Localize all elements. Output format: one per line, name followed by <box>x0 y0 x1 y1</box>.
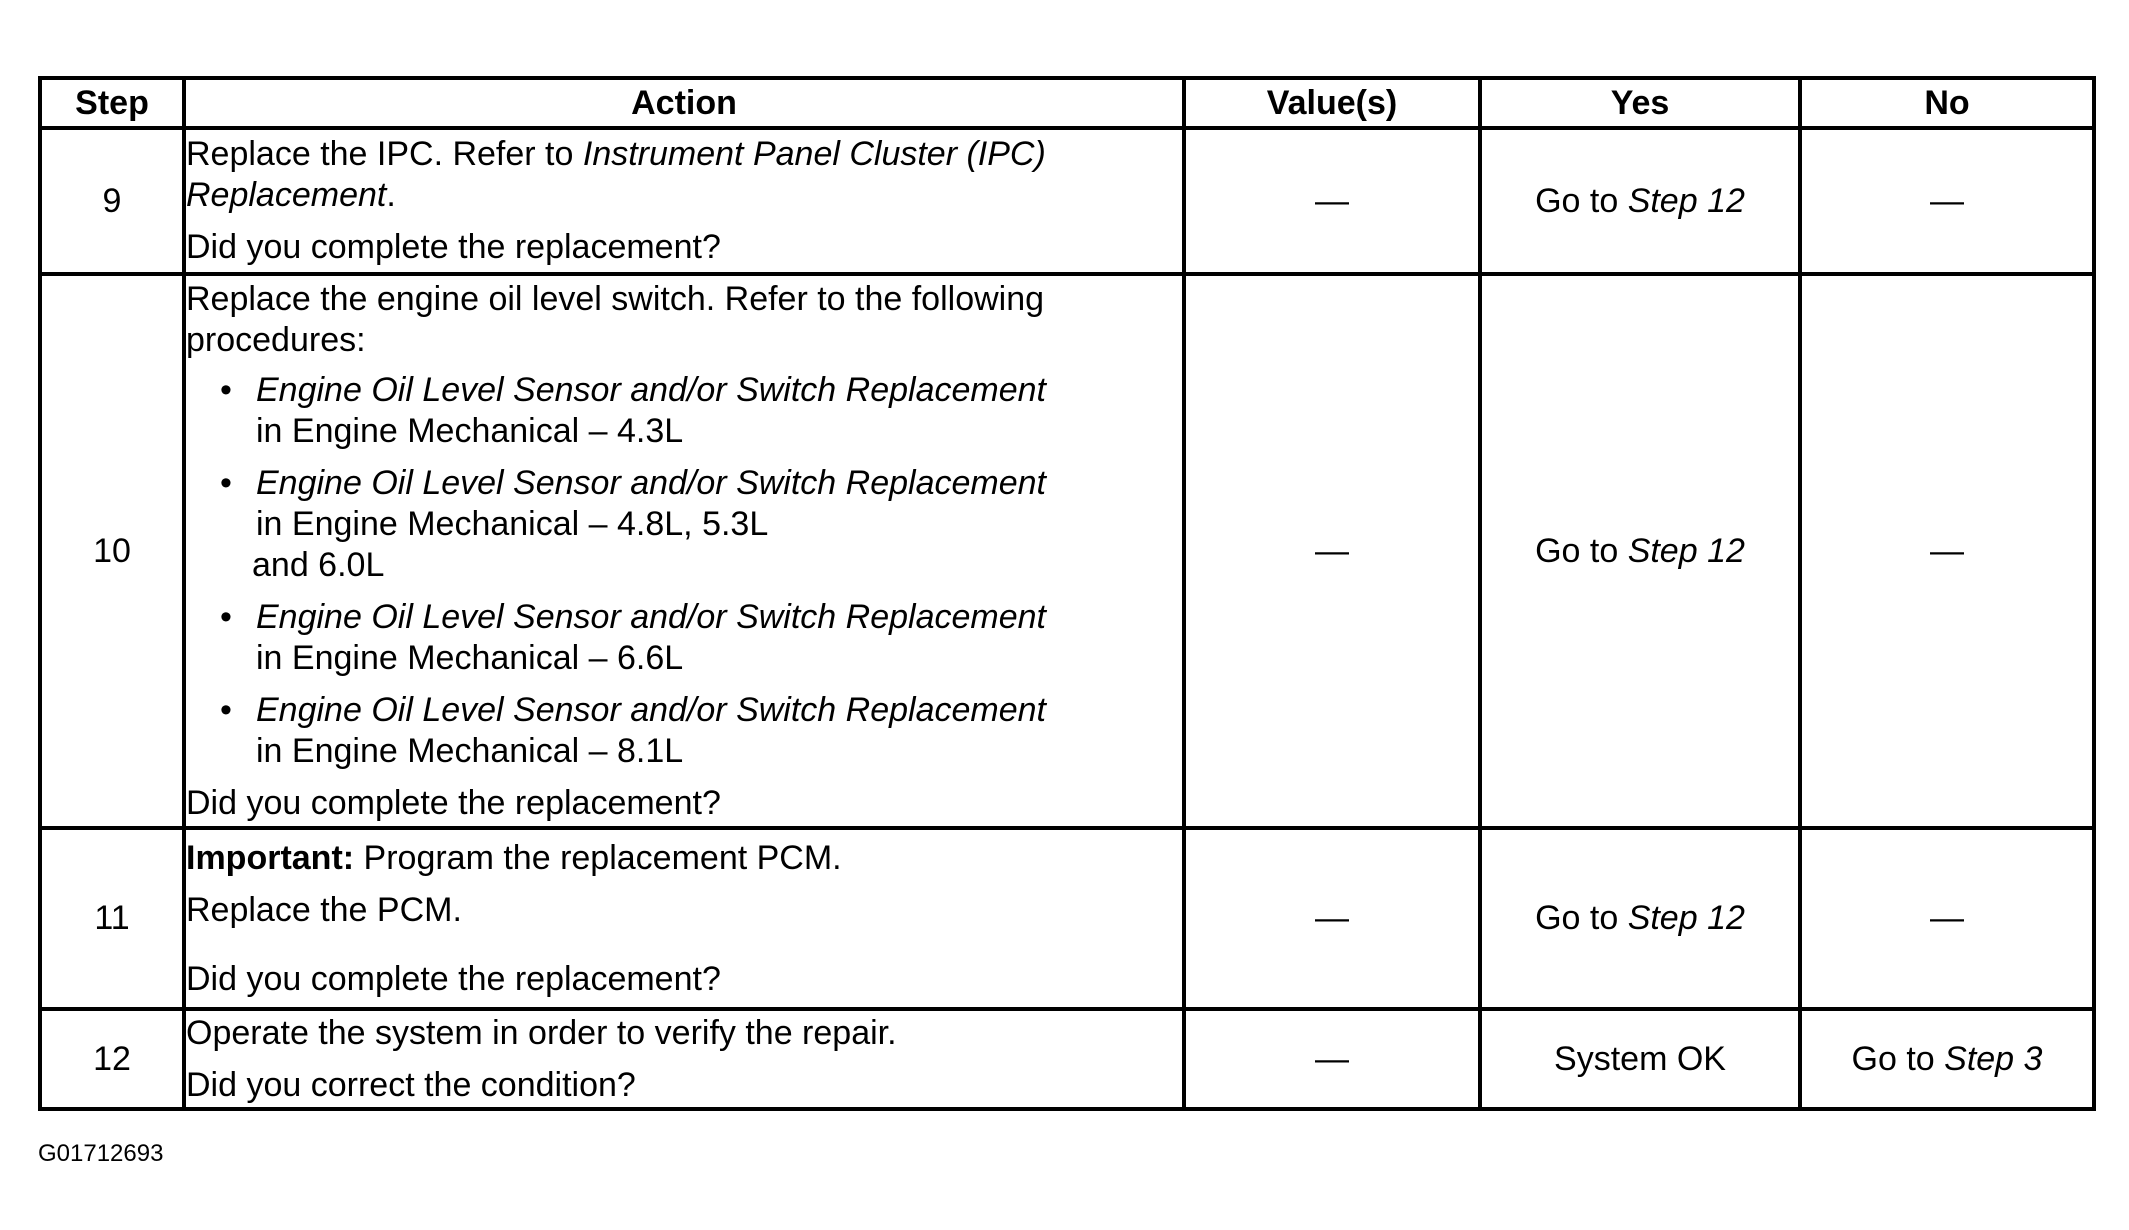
header-action: Action <box>184 78 1184 128</box>
list-item <box>186 690 1182 772</box>
figure-id: G01712693 <box>38 1140 164 1167</box>
action-text: Replace the PCM. <box>186 890 462 929</box>
procedure-link[interactable]: Instrument Panel Cluster (IPC) Replacement <box>186 135 1046 214</box>
procedure-context: in Engine Mechanical – 8.1L <box>256 731 684 770</box>
value-cell: — <box>1184 274 1480 828</box>
procedure-link[interactable]: Engine Oil Level Sensor and/or Switch Replacement <box>256 463 1046 502</box>
procedure-context-tail: and 6.0L <box>252 545 385 584</box>
list-item <box>186 370 1182 452</box>
procedure-context: in Engine Mechanical – 4.8L, 5.3L <box>256 504 769 543</box>
bullet-icon: • <box>220 463 232 502</box>
important-label: Important: <box>186 838 355 877</box>
value-cell: — <box>1184 128 1480 274</box>
no-cell: — <box>1800 828 2094 1009</box>
table-row-step-10 <box>40 274 2094 828</box>
header-row <box>40 78 2094 128</box>
action-intro: Replace the engine oil level switch. Refer to the following procedures: <box>186 279 1045 359</box>
action-question: Did you correct the condition? <box>186 1065 636 1104</box>
header-yes: Yes <box>1480 78 1800 128</box>
action-cell <box>184 1009 1184 1109</box>
action-cell <box>184 828 1184 1009</box>
important-text: Program the replacement PCM. <box>354 838 842 877</box>
list-item <box>186 463 1182 586</box>
no-cell: — <box>1800 128 2094 274</box>
important-note <box>186 838 1182 879</box>
yes-prefix: Go to <box>1535 899 1628 937</box>
no-cell <box>1800 1009 2094 1109</box>
step-number: 11 <box>40 828 184 1009</box>
yes-step-link[interactable]: Step 12 <box>1627 531 1745 570</box>
table-row-step-12 <box>40 1009 2094 1109</box>
header-step: Step <box>40 78 184 128</box>
header-values: Value(s) <box>1184 78 1480 128</box>
yes-cell <box>1480 274 1800 828</box>
value-cell: — <box>1184 828 1480 1009</box>
yes-prefix: Go to <box>1535 531 1628 570</box>
yes-cell <box>1480 828 1800 1009</box>
procedure-link[interactable]: Engine Oil Level Sensor and/or Switch Replacement <box>256 370 1046 409</box>
yes-step-link[interactable]: Step 12 <box>1627 899 1745 937</box>
action-text <box>186 134 1182 216</box>
yes-cell: System OK <box>1480 1009 1800 1109</box>
step-number: 10 <box>40 274 184 828</box>
value-cell: — <box>1184 1009 1480 1109</box>
step-number: 12 <box>40 1009 184 1109</box>
procedure-link[interactable]: Engine Oil Level Sensor and/or Switch Replacement <box>256 597 1046 636</box>
action-question: Did you complete the replacement? <box>186 959 721 998</box>
yes-prefix: Go to <box>1535 181 1628 220</box>
no-step-link[interactable]: Step 3 <box>1944 1039 2043 1078</box>
yes-cell <box>1480 128 1800 274</box>
table-row-step-9 <box>40 128 2094 274</box>
bullet-icon: • <box>220 690 232 729</box>
table-row-step-11 <box>40 828 2094 1009</box>
action-question: Did you complete the replacement? <box>186 783 721 822</box>
no-cell: — <box>1800 274 2094 828</box>
procedure-list <box>186 370 1182 772</box>
procedure-link[interactable]: Engine Oil Level Sensor and/or Switch Replacement <box>256 690 1046 729</box>
list-item <box>186 597 1182 679</box>
action-cell <box>184 128 1184 274</box>
header-no: No <box>1800 78 2094 128</box>
bullet-icon: • <box>220 597 232 636</box>
action-question: Did you complete the replacement? <box>186 228 721 266</box>
procedure-context: in Engine Mechanical – 6.6L <box>256 638 684 677</box>
action-text: Operate the system in order to verify the repair. <box>186 1013 897 1052</box>
no-prefix: Go to <box>1851 1039 1945 1078</box>
diagnostic-table <box>38 76 2096 1111</box>
yes-step-link[interactable]: Step 12 <box>1627 181 1745 220</box>
action-cell <box>184 274 1184 828</box>
bullet-icon: • <box>220 370 232 409</box>
action-period: . <box>386 176 396 214</box>
action-plain: Replace the IPC. Refer to <box>186 135 583 173</box>
procedure-context: in Engine Mechanical – 4.3L <box>256 411 684 450</box>
step-number: 9 <box>40 128 184 274</box>
